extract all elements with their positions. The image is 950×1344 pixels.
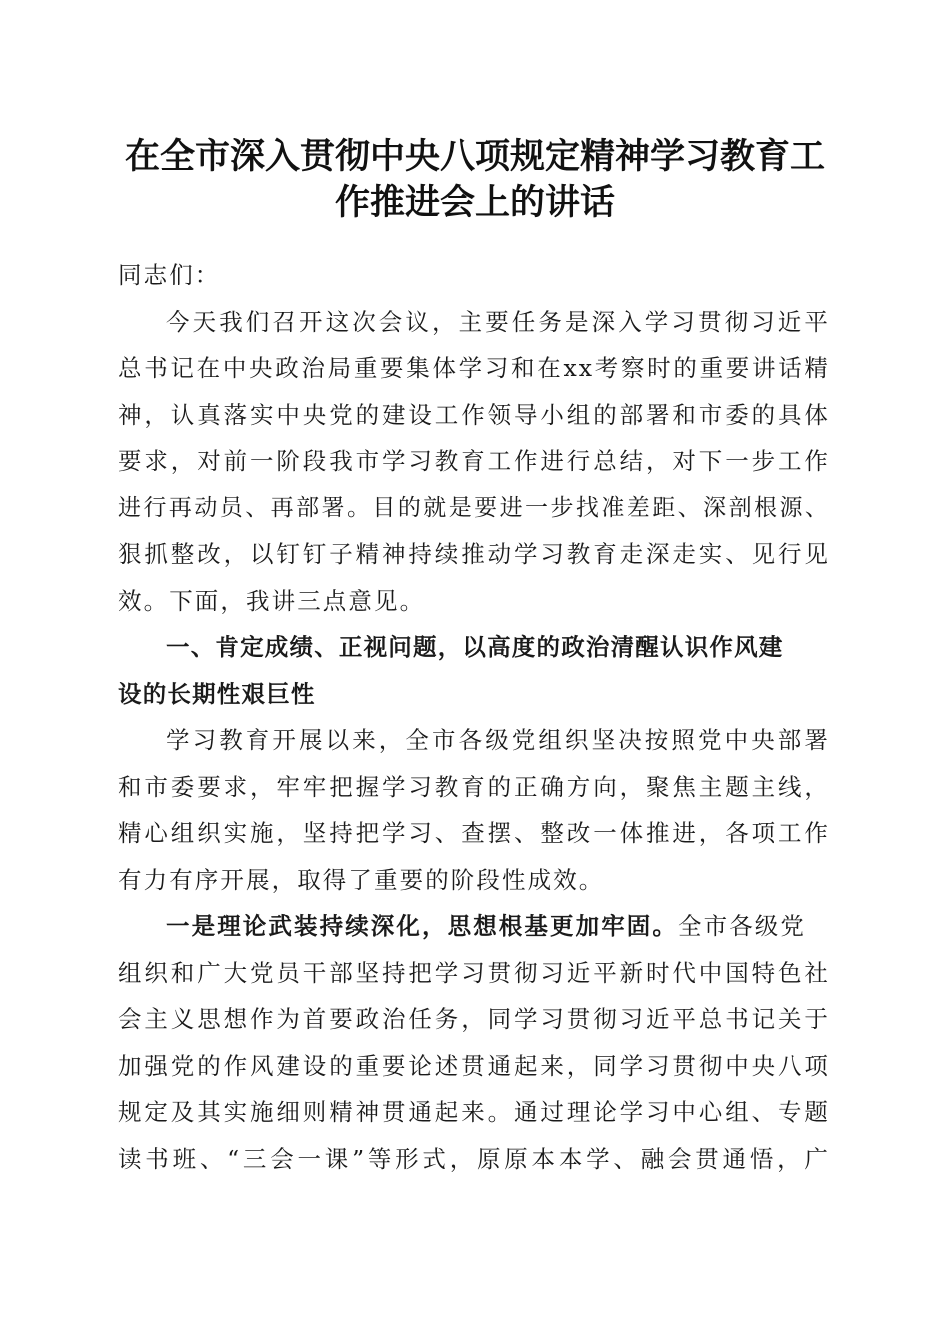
text-line: 组织和广大党员干部坚持把学习贯彻习近平新时代中国特色社 (118, 958, 830, 987)
paragraph-theory (118, 903, 830, 1182)
title-line-2: 作推进会上的讲话 (334, 182, 615, 223)
section-heading-1 (118, 624, 830, 717)
text-line: 进行再动员、再部署。目的就是要进一步找准差距、深剖根源、 (118, 494, 830, 521)
paragraph-achievements (118, 717, 830, 903)
title-line-1: 在全市深入贯彻中央八项规定精神学习教育工 (124, 136, 825, 177)
heading-line: 设的长期性艰巨性 (118, 679, 316, 708)
text-line: 加强党的作风建设的重要论述贯通起来，同学习贯彻中央八项 (118, 1051, 830, 1080)
bold-lead: 一是理论武装持续深化，思想根基更加牢固。 (166, 912, 678, 940)
salutation: 同志们： (118, 261, 221, 289)
text-line: 学习教育开展以来，全市各级党组织坚决按照党中央部署 (166, 726, 830, 754)
text-line: 精心组织实施，坚持把学习、查摆、整改一体推进，各项工作 (118, 819, 830, 847)
text-line: 会主义思想作为首要政治任务，同学习贯彻习近平总书记关于 (118, 1005, 830, 1033)
document-body (118, 252, 830, 1182)
text-line: 有力有序开展，取得了重要的阶段性成效。 (118, 865, 605, 894)
text-line: 读书班、“三会一课”等形式，原原本本学、融会贯通悟，广 (118, 1144, 830, 1173)
text-line (118, 903, 830, 950)
text-line: 要求，对前一阶段我市学习教育工作进行总结，对下一步工作 (118, 447, 830, 475)
paragraph-opening (118, 299, 830, 625)
text-line: 神，认真落实中央党的建设工作领导小组的部署和市委的具体 (118, 400, 830, 429)
lead-rest: 全市各级党 (678, 912, 806, 940)
text-line: 和市委要求，牢牢把握学习教育的正确方向，聚焦主题主线， (118, 772, 830, 801)
text-line: 狠抓整改，以钉钉子精神持续推动学习教育走深走实、见行见 (118, 540, 830, 568)
text-line: 规定及其实施细则精神贯通起来。通过理论学习中心组、专题 (118, 1098, 830, 1126)
heading-line: 一、肯定成绩、正视问题，以高度的政治清醒认识作风建 (166, 633, 784, 661)
text-line: 总书记在中央政治局重要集体学习和在xx考察时的重要讲话精 (118, 354, 830, 382)
document-title (110, 134, 840, 226)
text-line: 效。下面，我讲三点意见。 (118, 586, 426, 615)
text-line: 今天我们召开这次会议，主要任务是深入学习贯彻习近平 (166, 307, 830, 336)
